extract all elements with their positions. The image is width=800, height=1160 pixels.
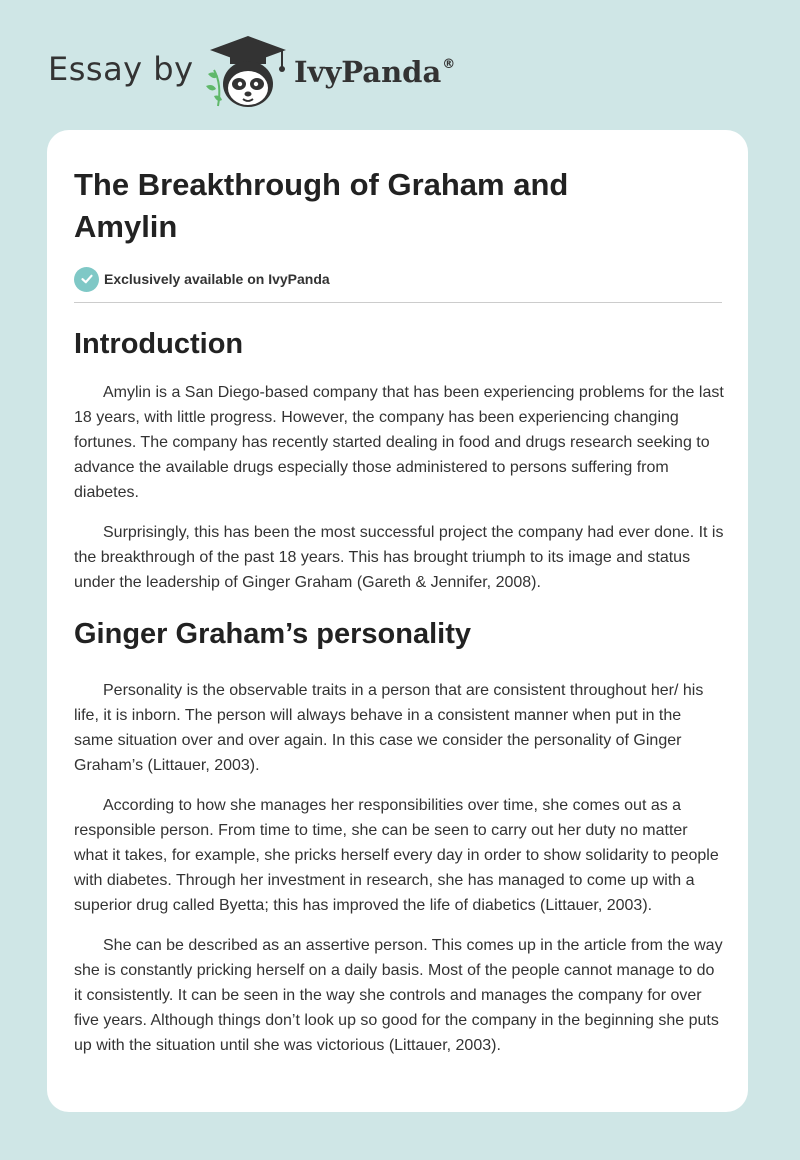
paragraph: She can be described as an assertive person. This comes up in the article from the way she is constantly pricking herself on a daily basis. Most of the people cannot manage to do it consistently. It can be seen in the way she controls and manages the company for over five years. Although things don’t look up so good for the company in the beginning she puts up with the situation until she was victorious (Littauer, 2003). bbox=[74, 937, 723, 1054]
panda-graduate-icon[interactable] bbox=[200, 34, 292, 112]
brand-prefix: Essay by bbox=[48, 50, 194, 88]
site-header bbox=[0, 0, 800, 130]
title-divider bbox=[74, 302, 722, 303]
brand-name[interactable] bbox=[294, 55, 455, 89]
section-heading-personality: Ginger Graham’s personality bbox=[74, 618, 471, 650]
paragraph: According to how she manages her responsibilities over time, she comes out as a responsible person. From time to time, she can be seen to carry out her duty no matter what it takes, for example, she pricks herself every day in order to show solidarity to people with diabetes. Through her investment in research, she has managed to come up with a superior drug called Byetta; this has improved the life of diabetics (Littauer, 2003). bbox=[74, 797, 719, 914]
exclusive-label: Exclusively available on IvyPanda bbox=[104, 271, 330, 287]
exclusive-badge bbox=[74, 266, 722, 292]
check-circle-icon bbox=[74, 267, 99, 292]
section-heading-introduction: Introduction bbox=[74, 328, 244, 360]
paragraph: Surprisingly, this has been the most successful project the company had ever done. It is the breakthrough of the past 18 years. This has brought triumph to its image and status under the leadership of Ginger Graham (Gareth & Jennifer, 2008). bbox=[74, 524, 724, 591]
brand-name-text: IvyPanda bbox=[294, 55, 442, 89]
registered-mark: ® bbox=[442, 57, 456, 72]
article-title: The Breakthrough of Graham and Amylin bbox=[74, 167, 569, 244]
paragraph: Personality is the observable traits in a person that are consistent throughout her/ his life, it is inborn. The person will always behave in a consistent manner when put in the same situation over and over again. In this case we consider the personality of Ginger Graham’s (Littauer, 2003). bbox=[74, 682, 704, 774]
article-card bbox=[47, 130, 748, 1112]
paragraph: Amylin is a San Diego-based company that has been experiencing problems for the last 18 years, with little progress. However, the company has been experiencing changing fortunes. The company has recently started dealing in food and drugs research seeking to advance the available drugs especially those administered to persons suffering from diabetes. bbox=[74, 384, 724, 501]
